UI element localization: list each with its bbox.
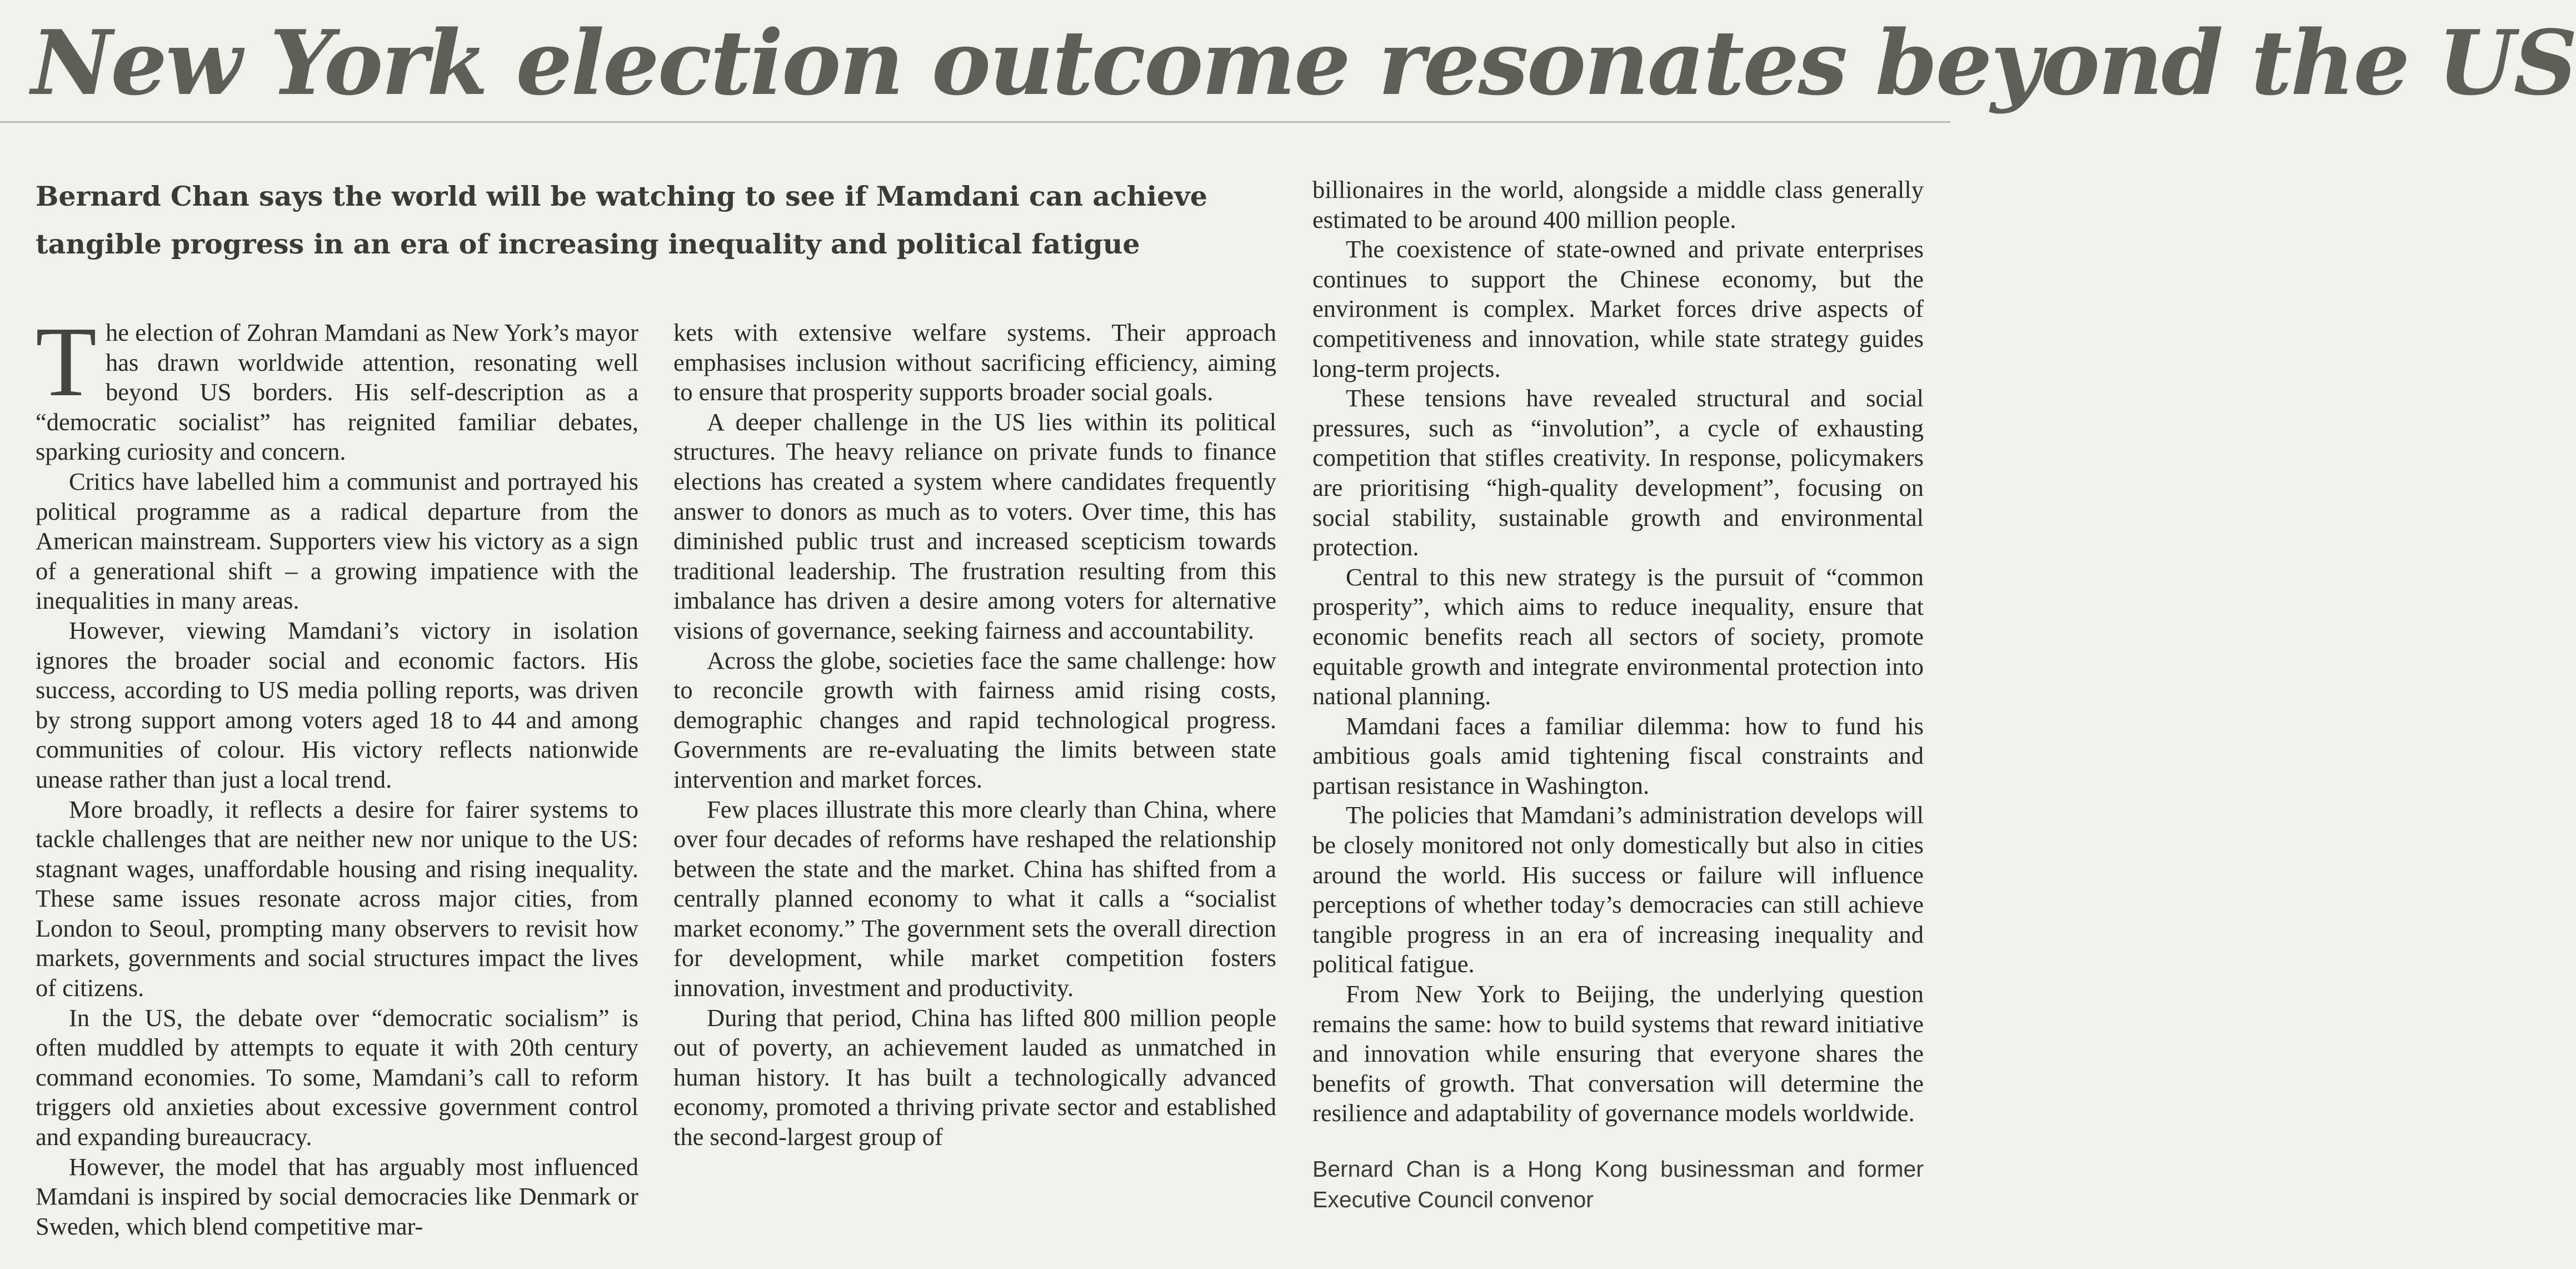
paragraph: A deeper challenge in the US lies within its political structures. The heavy reliance on private funds to finance elections has created a system where candidates frequently answer to donors as much as to voters. Over time, this has diminished public trust and increased scepticism towards traditional leadership. The frustration resulting from this imbalance has driven a desire among voters for alternative visions of governance, seeking fairness and accountability.	[673, 407, 1276, 644]
column-1	[36, 306, 638, 1241]
column-3	[1312, 175, 1924, 1215]
column-2	[673, 318, 1276, 1152]
paragraph: These tensions have revealed structural and social pressures, such as “involution”, a cycle of exhausting competition that stifles creativity. In response, policymakers are prioritising “high-quality development”, focusing on social stability, sustainable growth and environmental protection.	[1312, 384, 1924, 561]
standfirst: Bernard Chan says the world will be watching to see if Mamdani can achieve tangible progress in an era of increasing inequality and political fatigue	[36, 180, 1207, 260]
paragraph: From New York to Beijing, the underlying question remains the same: how to build systems that reward initiative and innovation while ensuring that everyone shares the benefits of growth. That conversation will determine the resilience and adaptability of governance models worldwide.	[1312, 980, 1924, 1127]
paragraph: During that period, China has lifted 800 million people out of poverty, an achievement lauded as unmatched in human history. It has built a technologically advanced economy, promoted a thriving private sector and established the second-largest group of	[673, 1003, 1276, 1151]
paragraph: The election of Zohran Mamdani as New York’s mayor has drawn worldwide attention, resonating well beyond US borders. His self-description as a “democratic socialist” has reignited familiar debates, sparking curiosity and concern.	[36, 306, 638, 466]
paragraph: The policies that Mamdani’s administration develops will be closely monitored not only domestically but also in cities around the world. His success or failure will influence perceptions of whether today’s democracies can still achieve tangible progress in an era of increasing inequality and political fatigue.	[1312, 801, 1924, 978]
paragraph: billionaires in the world, alongside a middle class generally estimated to be around 400 million people.	[1312, 176, 1924, 233]
paragraph: However, viewing Mamdani’s victory in isolation ignores the broader social and economic factors. His success, according to US media polling reports, was driven by strong support among voters aged 18 to 44 and among communities of colour. His victory reflects nationwide unease rather than just a local trend.	[36, 616, 638, 793]
paragraph: kets with extensive welfare systems. Their approach emphasises inclusion without sacrificing efficiency, aiming to ensure that prosperity supports broader social goals.	[673, 319, 1276, 406]
headline-rule	[0, 121, 1950, 123]
paragraph: However, the model that has arguably most influenced Mamdani is inspired by social democracies like Denmark or Sweden, which blend competitive mar-	[36, 1152, 638, 1240]
paragraph: Mamdani faces a familiar dilemma: how to fund his ambitious goals amid tightening fiscal constraints and partisan resistance in Washington.	[1312, 711, 1924, 799]
paragraph: The coexistence of state-owned and private enterprises continues to support the Chinese economy, but the environment is complex. Market forces drive aspects of competitiveness and innovation, while state strategy guides long-term projects.	[1312, 235, 1924, 382]
paragraph: Central to this new strategy is the pursuit of “common prosperity”, which aims to reduce inequality, ensure that economic benefits reach all sectors of society, promote equitable growth and integrate environmental protection into national planning.	[1312, 563, 1924, 710]
paragraph: Few places illustrate this more clearly than China, where over four decades of reforms have reshaped the relationship between the state and the market. China has shifted from a centrally planned economy to what it calls a “socialist market economy.” The government sets the overall direction for development, while market competition fosters innovation, investment and productivity.	[673, 795, 1276, 1002]
paragraph: Critics have labelled him a communist and portrayed his political programme as a radical departure from the American mainstream. Supporters view his victory as a sign of a generational shift – a growing impatience with the inequalities in many areas.	[36, 467, 638, 615]
paragraph: More broadly, it reflects a desire for fairer systems to tackle challenges that are neither new nor unique to the US: stagnant wages, unaffordable housing and rising inequality. These same issues resonate across major cities, from London to Seoul, prompting many observers to revisit how markets, governments and social structures impact the lives of citizens.	[36, 795, 638, 1002]
paragraph: Across the globe, societies face the same challenge: how to reconcile growth with fairness amid rising costs, demographic changes and rapid technological progress. Governments are re-evaluating the limits between state intervention and market forces.	[673, 646, 1276, 793]
headline: New York election outcome resonates beyond the US	[31, 11, 2576, 115]
author-byline: Bernard Chan is a Hong Kong businessman and former Executive Council convenor	[1312, 1156, 1924, 1212]
drop-cap: T	[36, 306, 97, 417]
paragraph: In the US, the debate over “democratic socialism” is often muddled by attempts to equate it with 20th century command economies. To some, Mamdani’s call to reform triggers old anxieties about excessive government control and expanding bureaucracy.	[36, 1003, 638, 1151]
